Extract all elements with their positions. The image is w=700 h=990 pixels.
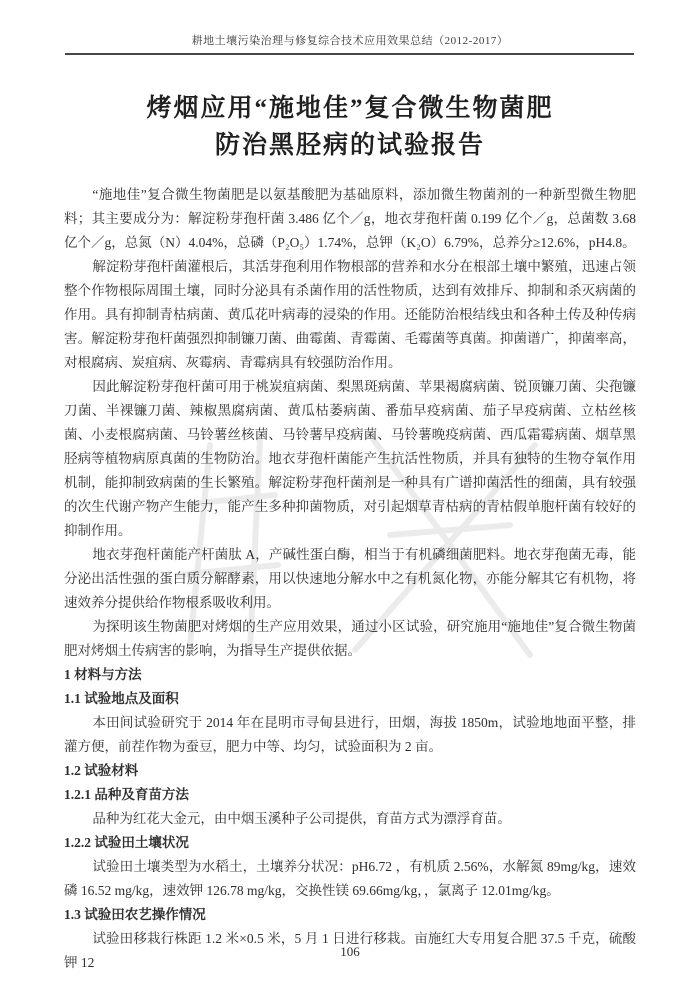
doc-title-line1: 烤烟应用“施地佳”复合微生物菌肥 <box>146 95 554 122</box>
document-body <box>64 183 636 975</box>
paragraph: 试验田土壤类型为水稻土，土壤养分状况：pH6.72 ，有机质 2.56%，水解氮 89mg/kg，速效磷 16.52 mg/kg，速效钾 126.78 mg/kg，交换性镁 69.66mg/kg，，氯离子 12.01mg/kg。 <box>64 859 636 898</box>
section-heading: 1.2 试验材料 <box>64 763 139 778</box>
section-heading: 1.2.2 试验田土壤状况 <box>64 835 189 850</box>
paragraph: “施地佳”复合微生物菌肥是以氨基酸肥为基础原料，添加微生物菌剂的一种新型微生物肥料；其主要成分为：解淀粉芽孢杆菌 3.486 亿个／g，地衣芽孢杆菌 0.199 亿个／g，总菌数 3.68 亿个／g，总氮（N）4.04%，总磷（P₂O₅）1.74%，总钾（K₂O）6.79%，总养分≥12.6%，pH4.8。 <box>64 187 636 250</box>
section-heading: 1.1 试验地点及面积 <box>64 691 179 706</box>
section-heading: 1.2.1 品种及育苗方法 <box>64 787 189 802</box>
running-header: 耕地土壤污染治理与修复综合技术应用效果总结（2012-2017） <box>191 35 509 47</box>
paragraph: 地衣芽孢杆菌能产杆菌肽 A，产碱性蛋白酶，相当于有机磷细菌肥料。地衣芽孢菌无毒，能分泌出活性强的蛋白质分解酵素，用以快速地分解水中之有机氮化物，亦能分解其它有机物，将速效养分提供给作物根系吸收利用。 <box>64 547 636 610</box>
section-heading: 1.3 试验田农艺操作情况 <box>64 907 206 922</box>
paragraph: 品种为红花大金元，由中烟玉溪种子公司提供，育苗方式为漂浮育苗。 <box>92 811 511 826</box>
doc-title-line2: 防治黑胫病的试验报告 <box>214 132 485 159</box>
section-heading: 1 材料与方法 <box>64 667 142 682</box>
page-title <box>0 90 700 164</box>
header-rule <box>65 53 634 55</box>
paragraph: 为探明该生物菌肥对烤烟的生产应用效果，通过小区试验，研究施用“施地佳”复合微生物菌肥对烤烟土传病害的影响，为指导生产提供依据。 <box>64 619 636 658</box>
paragraph: 解淀粉芽孢杆菌灌根后，其活芽孢利用作物根部的营养和水分在根部土壤中繁殖，迅速占领整个作物根际周围土壤，同时分泌具有杀菌作用的活性物质，达到有效排斥、抑制和杀灭病菌的作用。具有抑制青枯病菌、黄瓜花叶病毒的浸染的作用。还能防治根结线虫和各种土传及种传病害。解淀粉芽孢杆菌强烈抑制镰刀菌、曲霉菌、青霉菌、毛霉菌等真菌。抑菌谱广，抑菌率高，对根腐病、炭疽病、灰霉病、青霉病具有较强防治作用。 <box>64 259 636 370</box>
page-number: 106 <box>340 944 360 959</box>
paragraph: 因此解淀粉芽孢杆菌可用于桃炭疽病菌、梨黑斑病菌、苹果褐腐病菌、锐顶镰刀菌、尖孢镰刀菌、半裸镰刀菌、辣椒黑腐病菌、黄瓜枯萎病菌、番茄早疫病菌、茄子早疫病菌、立枯丝核菌、小麦根腐病菌、马铃薯丝核菌、马铃薯早疫病菌、马铃薯晚疫病菌、西瓜霜霉病菌、烟草黑胫病等植物病原真菌的生物防治。地衣芽孢杆菌能产生抗活性物质，并具有独特的生物夺氧作用机制，能抑制致病菌的生长繁殖。解淀粉芽孢杆菌剂是一种具有广谱抑菌活性的细菌，具有较强的次生代谢产物产生能力，能产生多种抑菌物质，对引起烟草青枯病的青枯假单胞杆菌有较好的抑制作用。 <box>64 379 636 538</box>
paragraph: 试验田移栽行株距 1.2 米×0.5 米，5 月 1 日进行移栽。亩施红大专用复合肥 37.5 千克，硫酸钾 12 <box>64 931 636 970</box>
paragraph: 本田间试验研究于 2014 年在昆明市寻甸县进行，田烟，海拔 1850m，试验地地面平整，排灌方便，前茬作物为蚕豆，肥力中等、均匀，试验面积为 2 亩。 <box>64 715 636 754</box>
